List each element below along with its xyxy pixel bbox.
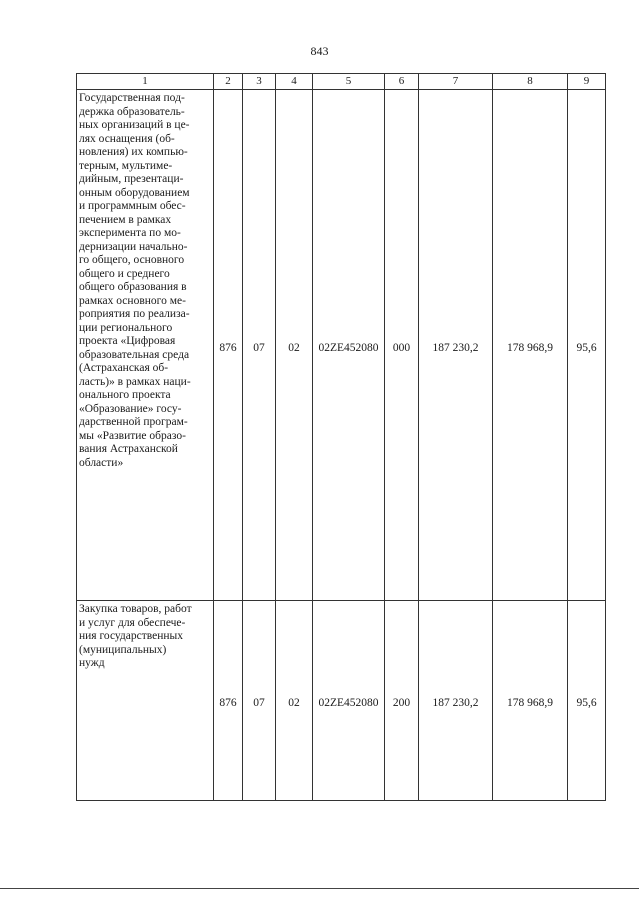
- column-header-6: 6: [385, 74, 419, 90]
- subsection-code: 02: [276, 601, 313, 801]
- table-row: [77, 601, 606, 801]
- planned-amount: 187 230,2: [419, 90, 493, 601]
- column-header-2: 2: [214, 74, 243, 90]
- page-number: 843: [310, 44, 329, 58]
- page-bottom-rule: [0, 888, 639, 889]
- target-article-code: 02ZE452080: [313, 90, 385, 601]
- column-number-header: [77, 74, 606, 90]
- ministry-code: 876: [214, 90, 243, 601]
- expense-type-code: 200: [385, 601, 419, 801]
- table-row: [77, 90, 606, 601]
- budget-table: [76, 73, 606, 801]
- expense-type-code: 000: [385, 90, 419, 601]
- column-header-7: 7: [419, 74, 493, 90]
- execution-percent: 95,6: [568, 90, 606, 601]
- column-header-8: 8: [493, 74, 568, 90]
- column-header-4: 4: [276, 74, 313, 90]
- section-code: 07: [243, 601, 276, 801]
- row-name: Закупка товаров, работ и услуг для обеспече- ния государственных (муниципальных) нужд: [77, 601, 214, 801]
- row-name: Государственная под- держка образователь- ных организаций в це- лях оснащения (об- новления) их компью- терным, мультиме- дийным, презентаци- онным оборудованием и программным обес- печением в рамках эксперимента по мо- дернизации начально- го общего, основного общего и среднего общего образования в рамках основного ме- роприятия по реализа- ции регионального проекта «Цифровая образовательная среда (Астраханская об- ласть)» в рамках наци- онального проекта «Образование» госу- дарственной програм- мы «Развитие образо- вания Астраханской области»: [77, 90, 214, 601]
- planned-amount: 187 230,2: [419, 601, 493, 801]
- executed-amount: 178 968,9: [493, 90, 568, 601]
- ministry-code: 876: [214, 601, 243, 801]
- executed-amount: 178 968,9: [493, 601, 568, 801]
- execution-percent: 95,6: [568, 601, 606, 801]
- column-header-3: 3: [243, 74, 276, 90]
- section-code: 07: [243, 90, 276, 601]
- column-header-9: 9: [568, 74, 606, 90]
- subsection-code: 02: [276, 90, 313, 601]
- column-header-5: 5: [313, 74, 385, 90]
- target-article-code: 02ZE452080: [313, 601, 385, 801]
- column-header-1: 1: [77, 74, 214, 90]
